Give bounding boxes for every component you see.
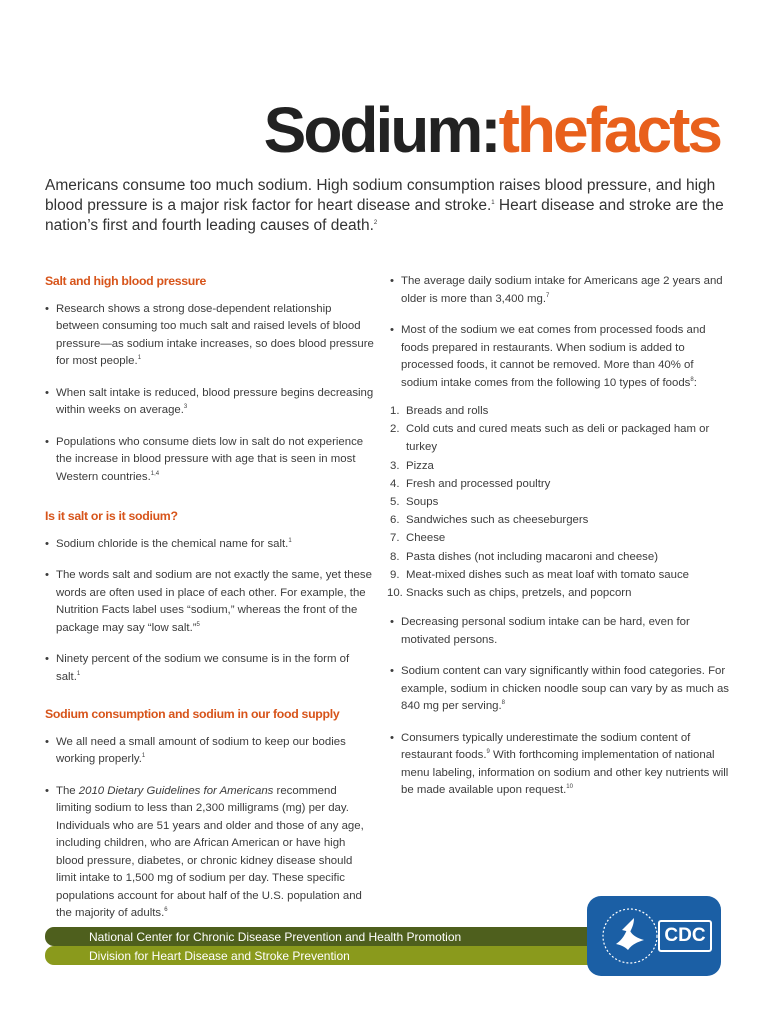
title-part-sodium: Sodium: bbox=[263, 94, 499, 166]
food-list bbox=[387, 402, 730, 602]
food-item: 1. Breads and rolls bbox=[390, 405, 489, 417]
hhs-eagle-icon bbox=[600, 900, 660, 972]
list-item: • Populations who consume diets low in salt do not experience the increase in blood pressure with age that is seen in most Western countries.$^{1,4}$ bbox=[45, 434, 375, 487]
left-column bbox=[45, 273, 375, 937]
right-column bbox=[387, 273, 730, 814]
list-item: • Research shows a strong dose-dependent relationship between consuming too much salt and raised levels of blood pressure—as sodium intake increases, so does blood pressure for most people.$^1$ bbox=[45, 301, 375, 371]
list-item: • The words salt and sodium are not exactly the same, yet these words are often used in place of each other. For example, the Nutrition Facts label uses “sodium,” whereas the front of the package may say “low salt.”$^5$ bbox=[45, 567, 375, 637]
list-item: • Consumers typically underestimate the sodium content of restaurant foods.$^9$ With forthcoming implementation of national menu labeling, information on sodium and other key nutrients will be made available upon request.$^{10}$ bbox=[390, 730, 730, 800]
list-item: • The average daily sodium intake for Americans age 2 years and older is more than 3,400 mg.$^7$ bbox=[390, 273, 730, 308]
title-part-thefacts: thefacts bbox=[498, 94, 720, 166]
list-item: • Most of the sodium we eat comes from processed foods and foods prepared in restaurants. When sodium is added to processed foods, it cannot be removed. More than 40% of sodium intake comes from the following 10 types of foods$^8$: bbox=[390, 322, 730, 392]
cdc-wordmark: CDC bbox=[658, 920, 712, 952]
list-item: • Sodium chloride is the chemical name for salt.$^1$ bbox=[45, 536, 375, 554]
heading-sodium-consumption: Sodium consumption and sodium in our food supply bbox=[45, 707, 340, 721]
food-item: 9. Meat-mixed dishes such as meat loaf with tomato sauce bbox=[390, 568, 689, 581]
food-item: 8. Pasta dishes (not including macaroni and cheese) bbox=[390, 550, 659, 563]
list-item: • When salt intake is reduced, blood pressure begins decreasing within weeks on average.$^3$ bbox=[45, 385, 375, 420]
list-item: • Sodium content can vary significantly within food categories. For example, sodium in chicken noodle soup can vary by as much as 840 mg per serving.$^8$ bbox=[390, 663, 730, 716]
heading-salt-blood-pressure: Salt and high blood pressure bbox=[45, 274, 207, 288]
list-item: • We all need a small amount of sodium to keep our bodies working properly.$^1$ bbox=[45, 734, 375, 769]
footer-band-division: Division for Heart Disease and Stroke Prevention bbox=[45, 946, 600, 965]
food-item: 2. Cold cuts and cured meats such as deli or packaged ham or turkey bbox=[390, 423, 710, 454]
food-item: 6. Sandwiches such as cheeseburgers bbox=[390, 514, 589, 527]
food-item: 5. Soups bbox=[390, 496, 439, 509]
page-title bbox=[263, 94, 720, 166]
intro-paragraph: Americans consume too much sodium. High sodium consumption raises blood pressure, and high blood pressure is a major risk factor for heart disease and stroke.$^1$ Heart disease and stroke are the nation’s first and fourth leading causes of death.$^2$ bbox=[45, 177, 724, 234]
food-item: 7. Cheese bbox=[390, 532, 446, 545]
food-item: 10. Snacks such as chips, pretzels, and popcorn bbox=[387, 587, 632, 600]
food-item: 4. Fresh and processed poultry bbox=[390, 477, 551, 490]
list-item: • Ninety percent of the sodium we consume is in the form of salt.$^1$ bbox=[45, 651, 375, 686]
food-item: 3. Pizza bbox=[390, 459, 434, 472]
list-item: • Decreasing personal sodium intake can be hard, even for motivated persons. bbox=[390, 614, 730, 649]
heading-salt-or-sodium: Is it salt or is it sodium? bbox=[45, 509, 178, 523]
footer-band-center: National Center for Chronic Disease Prevention and Health Promotion bbox=[45, 927, 600, 946]
list-item: • The 2010 Dietary Guidelines for Americans recommend limiting sodium to less than 2,300 milligrams (mg) per day. Individuals who are 51 years and older and those of any age, including children, who are African American or have high blood pressure, diabetes, or chronic kidney disease should limit intake to 1,500 mg of sodium per day. These specific populations account for about half of the U.S. population and the majority of adults.$^6$ bbox=[45, 783, 375, 923]
